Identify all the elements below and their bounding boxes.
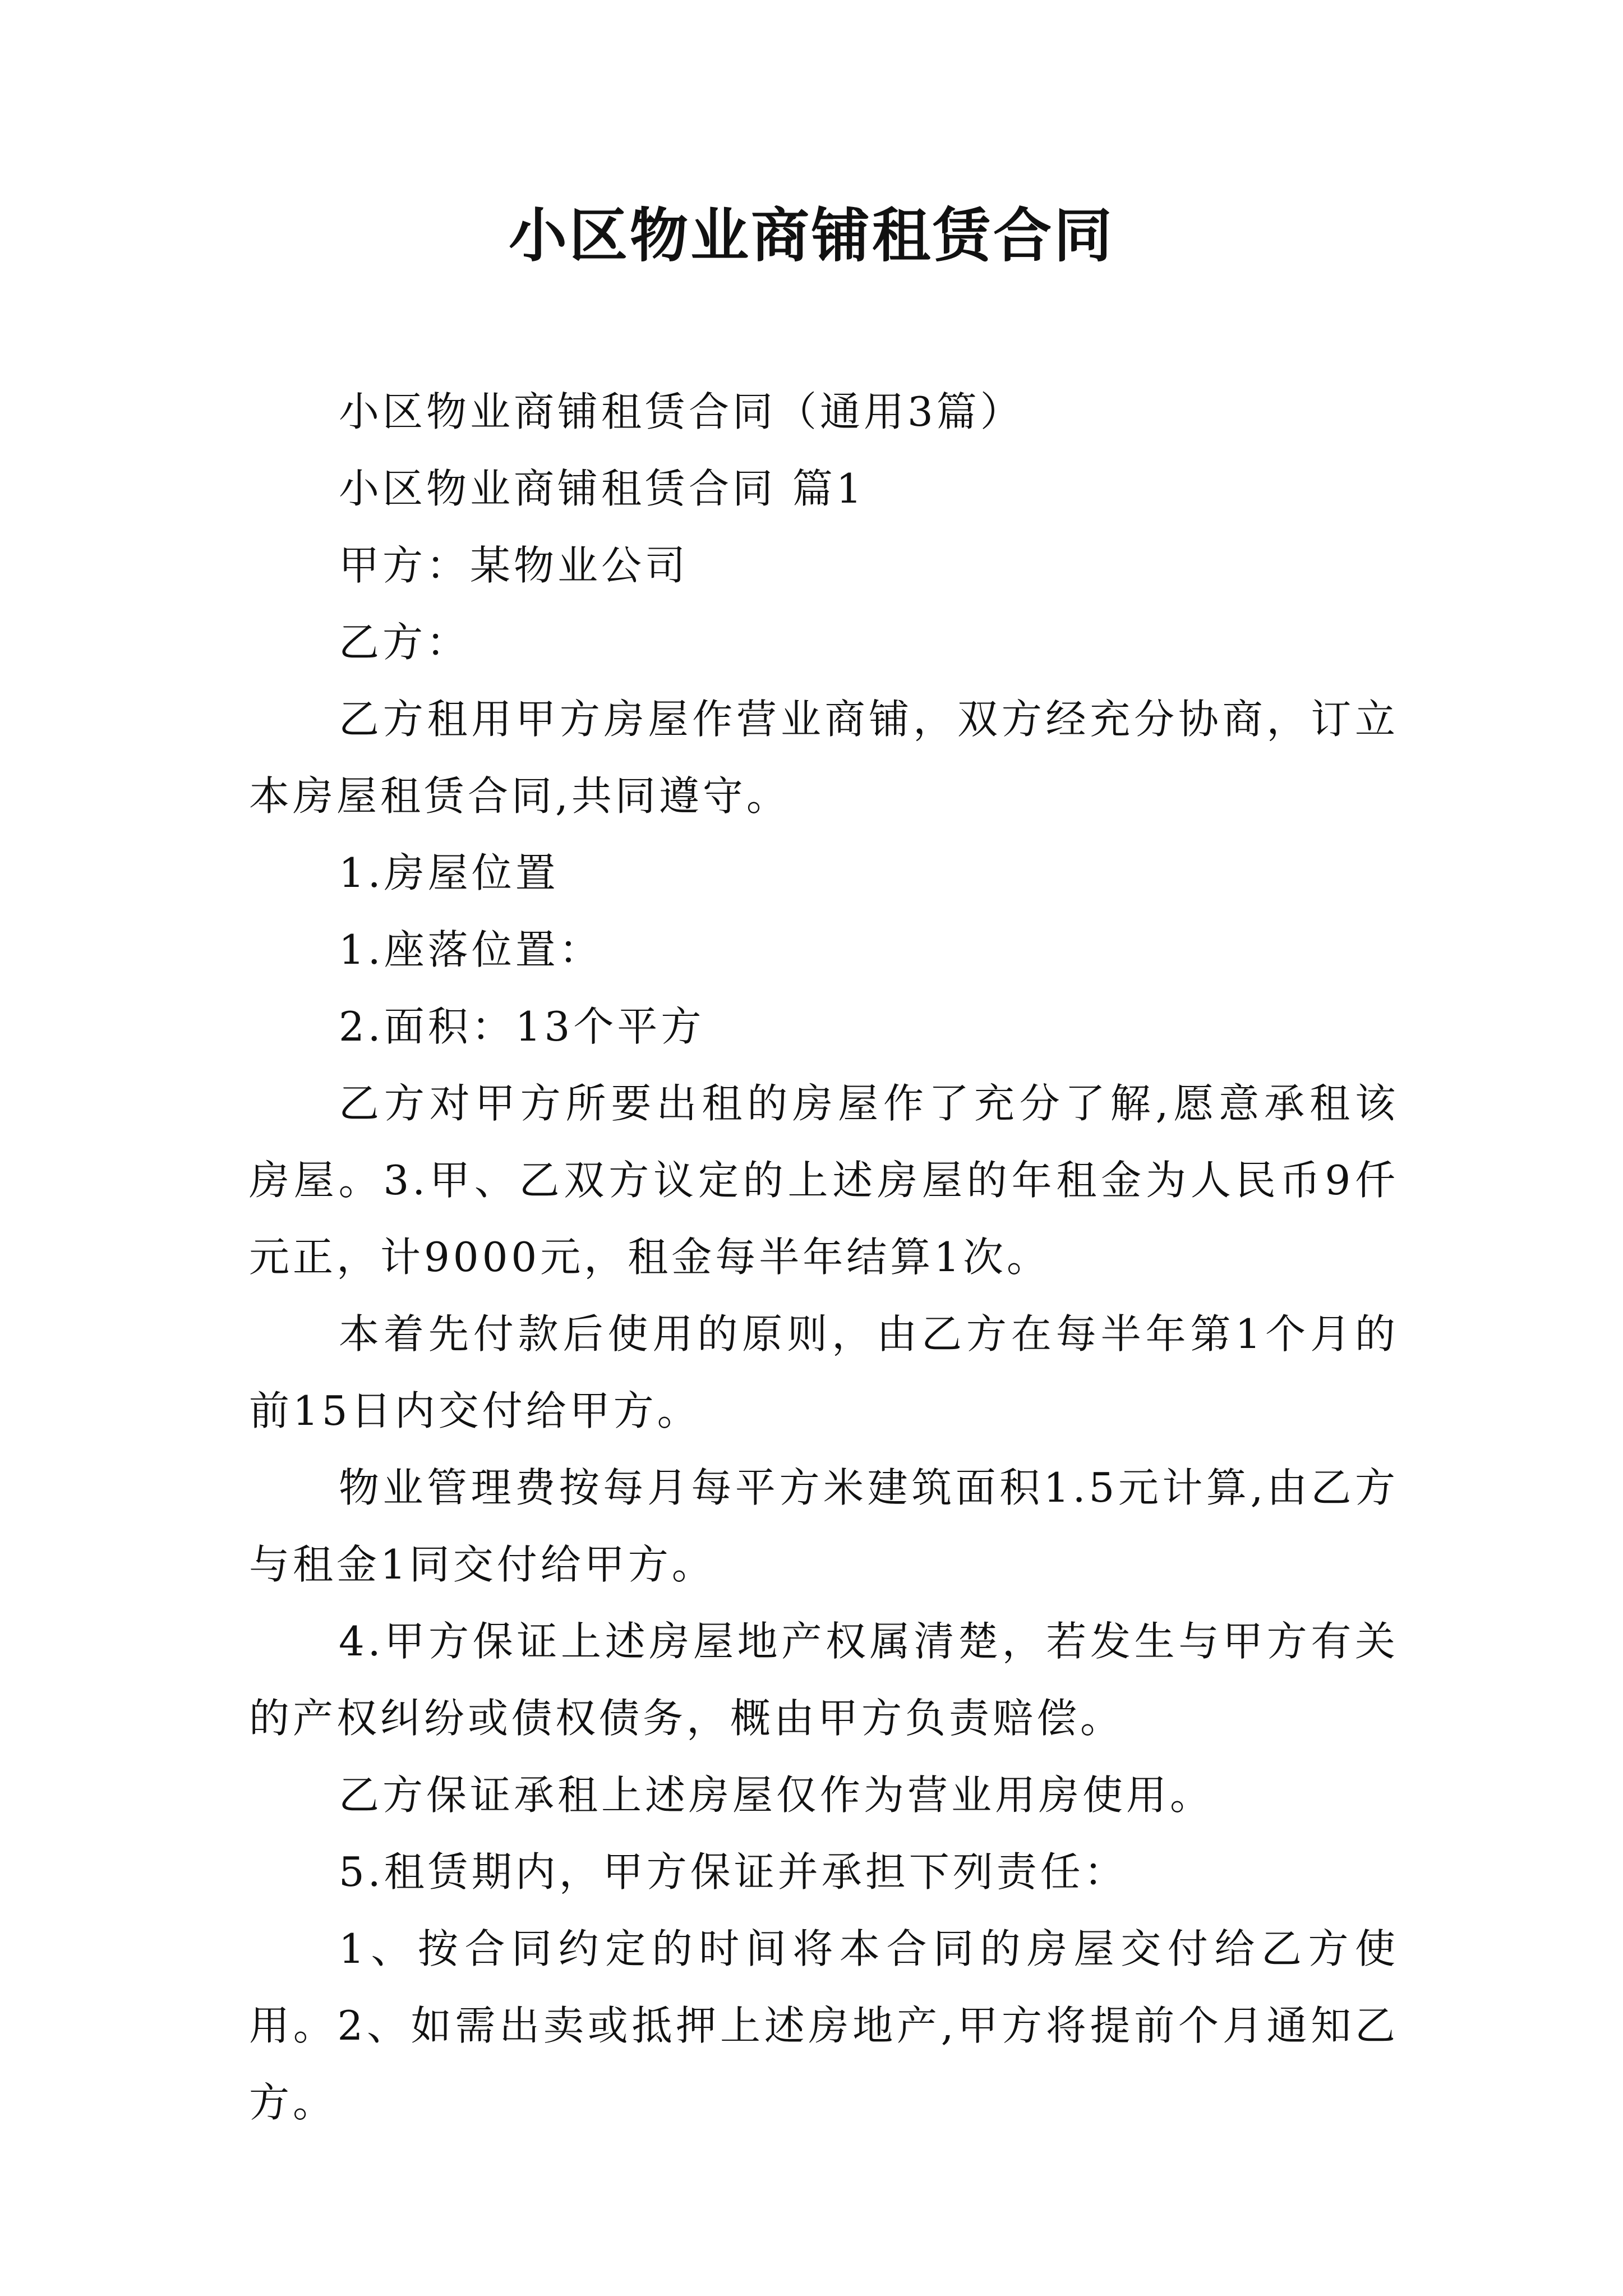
- document-body: [249, 374, 1399, 2141]
- paragraph-management-fee: 物业管理费按每月每平方米建筑面积1.5元计算,由乙方与租金1同交付给甲方。: [249, 1464, 1399, 1588]
- paragraph-intro: 乙方租用甲方房屋作营业商铺，双方经充分协商，订立本房屋租赁合同,共同遵守。: [249, 696, 1399, 820]
- paragraph-usage: 乙方保证承租上述房屋仅作为营业用房使用。: [339, 1772, 1214, 1819]
- paragraph-party-b: 乙方：: [339, 619, 471, 666]
- document-title: 小区物业商铺租赁合同: [508, 201, 1114, 270]
- paragraph-lessor-duties: 5.租赁期内，甲方保证并承担下列责任：: [339, 1848, 1128, 1895]
- paragraph-duty-items: 1、按合同约定的时间将本合同的房屋交付给乙方使用。2、如需出卖或抵押上述房地产,甲方将提前个月通知乙方。: [249, 1925, 1399, 2126]
- paragraph-rent: 乙方对甲方所要出租的房屋作了充分了解,愿意承租该房屋。3.甲、乙双方议定的上述房屋的年租金为人民币9仟元正，计9000元，租金每半年结算1次。: [249, 1080, 1399, 1281]
- paragraph-party-a: 甲方：某物业公司: [339, 542, 689, 589]
- paragraph-section-heading: 小区物业商铺租赁合同 篇1: [339, 465, 865, 512]
- paragraph-area: 2.面积：13个平方: [339, 1003, 705, 1050]
- paragraph-house-location: 1.房屋位置: [339, 849, 559, 896]
- paragraph-payment: 本着先付款后使用的原则，由乙方在每半年第1个月的前15日内交付给甲方。: [249, 1310, 1399, 1434]
- paragraph-address: 1.座落位置：: [339, 926, 603, 973]
- paragraph-property-rights: 4.甲方保证上述房屋地产权属清楚，若发生与甲方有关的产权纠纷或债权债务，概由甲方负责赔偿。: [249, 1618, 1399, 1742]
- paragraph-subtitle: 小区物业商铺租赁合同（通用3篇）: [339, 388, 1024, 435]
